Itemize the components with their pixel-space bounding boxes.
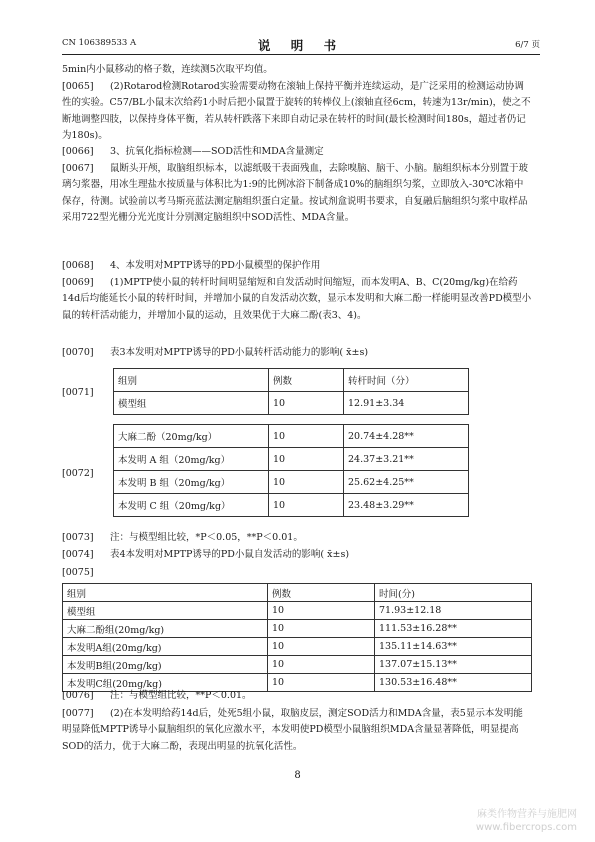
table-cell: 组别 xyxy=(63,584,268,602)
paragraph-tag: [0068] xyxy=(62,260,94,271)
table-cell: 25.62±4.25** xyxy=(344,471,469,494)
table-cell: 71.93±12.18 xyxy=(375,602,532,620)
header-rule xyxy=(62,54,540,55)
table-cell: 本发明 C 组（20mg/kg） xyxy=(114,494,269,517)
table-cell: 模型组 xyxy=(114,392,269,415)
document-title: 说 明 书 xyxy=(257,38,345,53)
table-cell: 10 xyxy=(269,425,344,448)
paragraph-tag: [0071] xyxy=(62,387,94,398)
table-cell: 转杆时间（分） xyxy=(344,369,469,392)
paragraph-0069: [0069] (1)MPTP使小鼠的转杆时间明显缩短和自发活动时间缩短，而本发明A、B、C(20mg/kg)在给药14d后均能延长小鼠的转杆时间，并增加小鼠的自发活动次数，显示本发明和大麻二酚一样能明显改善PD模型小鼠的转杆活动能力，并增加小鼠的运动，且效果优于大麻二酚(表3、4)。 xyxy=(62,277,532,321)
watermark-line: www.fibercrops.com xyxy=(475,822,577,833)
table-cell: 10 xyxy=(268,656,375,674)
table-cell: 本发明C组(20mg/kg) xyxy=(63,674,268,692)
paragraph-tag: [0067] xyxy=(62,163,94,174)
table-cell: 135.11±14.63** xyxy=(375,638,532,656)
paragraph-0066: [0066] 3、抗氧化指标检测——SOD活性和MDA含量测定 xyxy=(62,144,532,160)
page-number: 8 xyxy=(294,770,301,781)
paragraph-tag: [0065] xyxy=(62,81,94,92)
table-cell: 20.74±4.28** xyxy=(344,425,469,448)
table-cell: 137.07±15.13** xyxy=(375,656,532,674)
table-row xyxy=(63,638,532,656)
table-row xyxy=(63,656,532,674)
paragraph-tag: [0066] xyxy=(62,146,94,157)
paragraph-0068: [0068] 4、本发明对MPTP诱导的PD小鼠模型的保护作用 xyxy=(62,258,532,274)
table-row xyxy=(114,471,469,494)
table-cell: 24.37±3.21** xyxy=(344,448,469,471)
table-cell: 130.53±16.48** xyxy=(375,674,532,692)
table-cell: 例数 xyxy=(269,369,344,392)
table-cell: 10 xyxy=(269,448,344,471)
paragraph-0077: [0077] (2)在本发明给药14d后，处死5组小鼠，取脑皮层，测定SOD活力和MDA含量，表5显示本发明能明显降低MPTP诱导小鼠脑组织的氧化应激水平，本发明使PD模型小鼠脑组织MDA含量显著降低，明显提高SOD的活力，优于大麻二酚，表现出明显的抗氧化活性。 xyxy=(62,708,523,752)
table-cell: 时间(分) xyxy=(375,584,532,602)
paragraph-0067: [0067] 鼠断头开颅，取脑组织标本，以滤纸吸干表面残血，去除嗅脑、脑干、小脑。脑组织标本分别置于玻璃匀浆器，用冰生理盐水按质量与体积比为1:9的比例冰浴下制备成10%的脑组织匀浆，立即放入-30℃冰箱中保存，待测。试验前以考马斯亮蓝法测定脑组织蛋白定量。按试剂盒说明书要求，自复融后脑组织匀浆中取样品采用722型光栅分光光度计分别测定脑组织中SOD活性、MDA含量。 xyxy=(62,163,529,223)
table4-note: [0076] 注：与模型组比较，**P＜0.01。 xyxy=(62,688,532,704)
table3-caption: [0070] 表3本发明对MPTP诱导的PD小鼠转杆活动能力的影响( x̄±s) xyxy=(62,345,532,361)
watermark xyxy=(476,808,577,834)
table-cell: 111.53±16.28** xyxy=(375,620,532,638)
paragraph-tag: [0072] xyxy=(62,468,94,479)
page-header xyxy=(62,36,540,52)
table-header-row xyxy=(63,584,532,602)
watermark-line: 麻类作物营养与施肥网 xyxy=(477,809,577,820)
page-info: 6/7 页 xyxy=(515,40,540,50)
table-cell: 10 xyxy=(268,674,375,692)
table-cell: 10 xyxy=(269,392,344,415)
table-cell: 大麻二酚（20mg/kg） xyxy=(114,425,269,448)
table-row xyxy=(114,494,469,517)
table-cell: 10 xyxy=(269,471,344,494)
table-cell: 本发明B组(20mg/kg) xyxy=(63,656,268,674)
table3-note: [0073] 注：与模型组比较，*P＜0.05，**P＜0.01。 xyxy=(62,530,532,546)
paragraph-tag: [0070] xyxy=(62,347,94,358)
paragraph-0065: [0065] (2)Rotarod检测Rotarod实验需要动物在滚轴上保持平衡并连续运动，是广泛采用的检测运动协调性的实验。C57/BL小鼠末次给药1小时后把小鼠置于旋转的转棒仪上(滚轴直径6cm，转速为13r/min)，使之不断地调整四肢，以保持身体平衡，若从转杆跌落下来即自动记录在转杆的时间(最长检测时间180s，超过者仍记为180s)。 xyxy=(62,81,531,141)
paragraph-0075 xyxy=(62,565,532,581)
table-cell: 组别 xyxy=(114,369,269,392)
table-row xyxy=(63,620,532,638)
table-cell: 10 xyxy=(268,620,375,638)
table4 xyxy=(62,583,532,692)
table-cell: 本发明A组(20mg/kg) xyxy=(63,638,268,656)
table-cell: 12.91±3.34 xyxy=(344,392,469,415)
paragraph-continued: 5min内小鼠移动的格子数，连续测5次取平均值。 xyxy=(62,64,273,75)
table-cell: 本发明 A 组（20mg/kg） xyxy=(114,448,269,471)
table-cell: 大麻二酚组(20mg/kg) xyxy=(63,620,268,638)
table-cell: 23.48±3.29** xyxy=(344,494,469,517)
table-row xyxy=(114,425,469,448)
paragraph-tag: [0074] xyxy=(62,549,94,560)
table-cell: 本发明 B 组（20mg/kg） xyxy=(114,471,269,494)
table-row xyxy=(114,392,469,415)
table-cell: 例数 xyxy=(268,584,375,602)
table3-bottom xyxy=(113,424,469,517)
table-cell: 10 xyxy=(268,638,375,656)
paragraph-tag: [0077] xyxy=(62,708,94,719)
paragraph-tag: [0076] xyxy=(62,690,94,701)
paragraph-tag: [0073] xyxy=(62,532,94,543)
table-row xyxy=(114,448,469,471)
table-cell: 10 xyxy=(268,602,375,620)
paragraph-tag: [0075] xyxy=(62,567,94,578)
table-cell: 10 xyxy=(269,494,344,517)
table4-caption: [0074] 表4本发明对MPTP诱导的PD小鼠自发活动的影响( x̄±s) xyxy=(62,547,532,563)
paragraph-tag: [0069] xyxy=(62,277,94,288)
table-row xyxy=(63,602,532,620)
table3-top xyxy=(113,368,469,415)
patent-number: CN 106389533 A xyxy=(62,38,137,48)
table-header-row xyxy=(114,369,469,392)
table-cell: 模型组 xyxy=(63,602,268,620)
